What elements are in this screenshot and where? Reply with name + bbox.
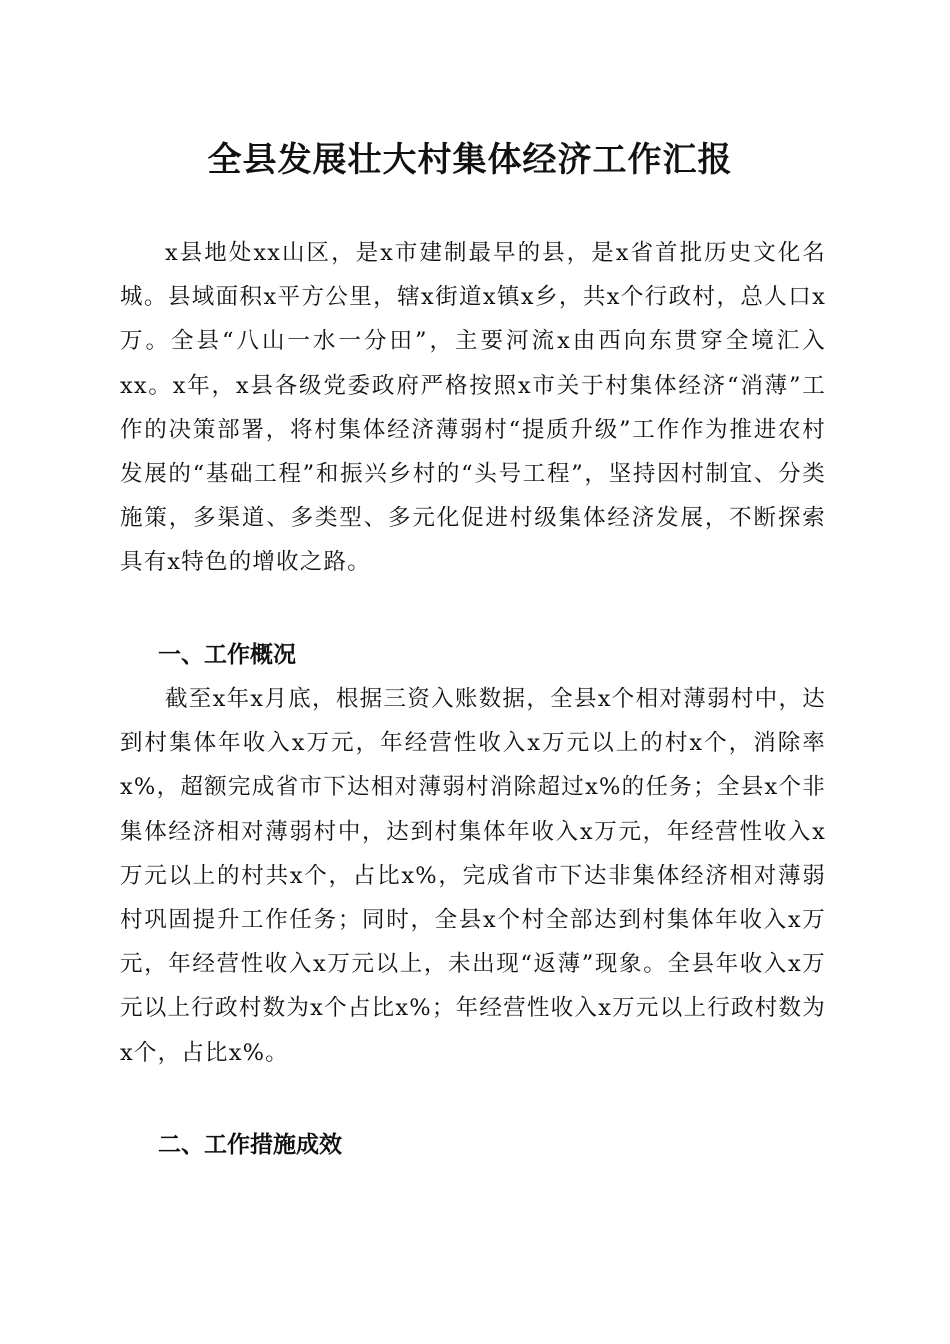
section-heading-overview: 一、工作概况 — [158, 642, 296, 668]
section-heading-measures: 二、工作措施成效 — [158, 1132, 342, 1158]
intro-paragraph: x县地处xx山区，是x市建制最早的县，是x省首批历史文化名城。县域面积x平方公里，辖x街道x镇x乡，共x个行政村，总人口x万。全县“八山一水一分田”，主要河流x由西向东贯穿全境汇入xx。x年，x县各级党委政府严格按照x市关于村集体经济“消薄”工作的决策部署，将村集体经济薄弱村“提质升级”工作作为推进农村发展的“基础工程”和振兴乡村的“头号工程”，坚持因村制宜、分类施策，多渠道、多类型、多元化促进村级集体经济发展，不断探索具有x特色的增收之路。 — [120, 240, 826, 576]
overview-paragraph: 截至x年x月底，根据三资入账数据，全县x个相对薄弱村中，达到村集体年收入x万元，年经营性收入x万元以上的村x个，消除率x%，超额完成省市下达相对薄弱村消除超过x%的任务；全县x个非集体经济相对薄弱村中，达到村集体年收入x万元，年经营性收入x万元以上的村共x个，占比x%，完成省市下达非集体经济相对薄弱村巩固提升工作任务；同时，全县x个村全部达到村集体年收入x万元，年经营性收入x万元以上，未出现“返薄”现象。全县年收入x万元以上行政村数为x个占比x%；年经营性收入x万元以上行政村数为x个，占比x%。 — [120, 686, 826, 1066]
document-title: 全县发展壮大村集体经济工作汇报 — [207, 140, 733, 180]
